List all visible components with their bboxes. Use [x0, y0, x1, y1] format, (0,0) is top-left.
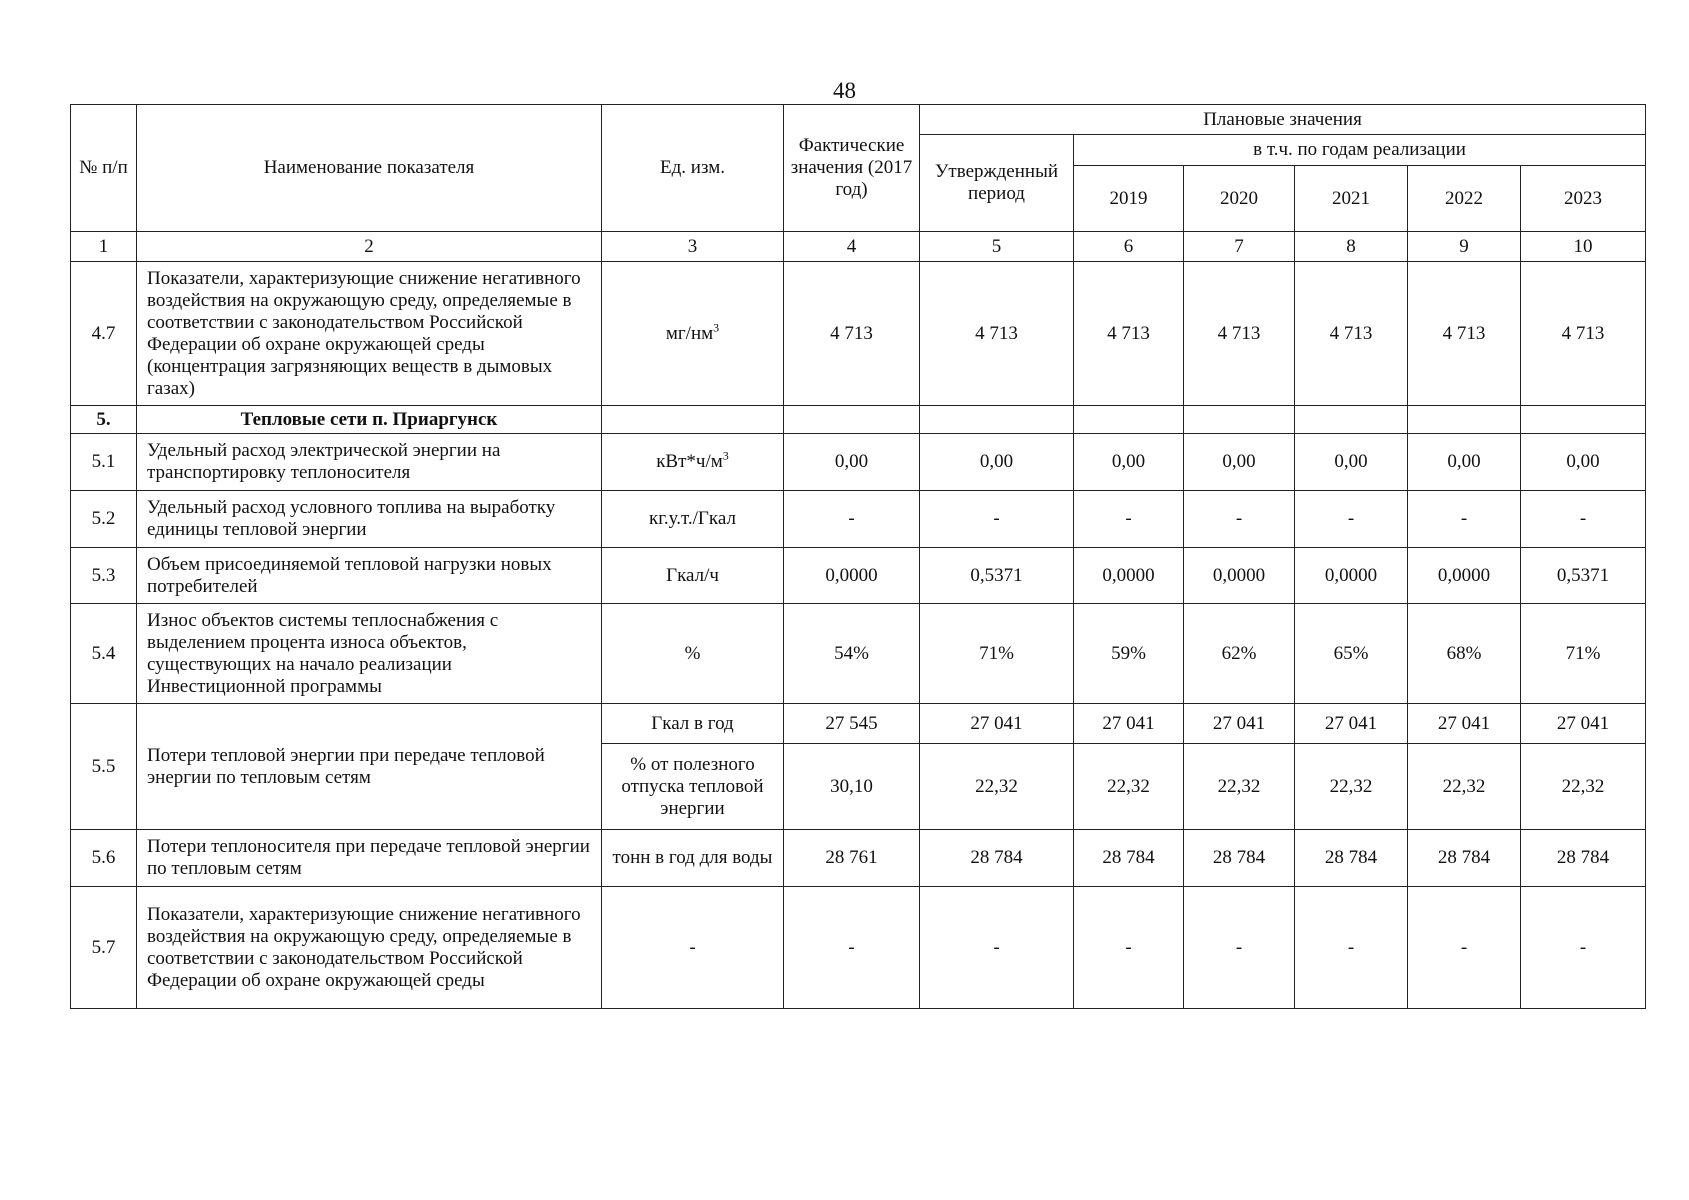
- table-row: [71, 604, 1646, 704]
- value-cell: 0,0000: [784, 548, 920, 604]
- column-number: 7: [1184, 232, 1295, 262]
- table-row: [71, 491, 1646, 548]
- indicator-name: Показатели, характеризующие снижение негативного воздействия на окружающую среду, определяемые в соответствии с законодательством Российской Федерации об охране окружающей среды: [137, 887, 602, 1009]
- value-cell: -: [1184, 491, 1295, 548]
- header-year: 2022: [1408, 166, 1521, 232]
- column-number: 6: [1074, 232, 1184, 262]
- value-cell: 4 713: [1295, 262, 1408, 406]
- indicator-name: Потери тепловой энергии при передаче тепловой энергии по тепловым сетям: [137, 704, 602, 830]
- value-cell: 27 545: [784, 704, 920, 744]
- value-cell: 59%: [1074, 604, 1184, 704]
- table-row: [71, 830, 1646, 887]
- value-cell: 22,32: [1074, 744, 1184, 830]
- unit-cell: % от полезного отпуска тепловой энергии: [602, 744, 784, 830]
- value-cell: 27 041: [1408, 704, 1521, 744]
- value-cell: 0,00: [1074, 434, 1184, 491]
- indicator-name: Показатели, характеризующие снижение негативного воздействия на окружающую среду, определяемые в соответствии с законодательством Российской Федерации об охране окружающей среды (концентрация загрязняющих веществ в дымовых газах): [137, 262, 602, 406]
- unit-text: кВт*ч/м: [656, 451, 723, 472]
- empty-cell: [784, 406, 920, 434]
- value-cell: 4 713: [784, 262, 920, 406]
- value-cell: 27 041: [1184, 704, 1295, 744]
- header-num: № п/п: [71, 105, 137, 232]
- value-cell: -: [1408, 887, 1521, 1009]
- column-number: 1: [71, 232, 137, 262]
- row-number: 5.2: [71, 491, 137, 548]
- header-year: 2020: [1184, 166, 1295, 232]
- row-number: 4.7: [71, 262, 137, 406]
- value-cell: -: [920, 887, 1074, 1009]
- indicator-name: Удельный расход условного топлива на выработку единицы тепловой энергии: [137, 491, 602, 548]
- header-by-years: в т.ч. по годам реализации: [1074, 135, 1646, 166]
- value-cell: 4 713: [1408, 262, 1521, 406]
- empty-cell: [1184, 406, 1295, 434]
- value-cell: 28 761: [784, 830, 920, 887]
- value-cell: 0,0000: [1184, 548, 1295, 604]
- indicator-name: Потери теплоносителя при передаче тепловой энергии по тепловым сетям: [137, 830, 602, 887]
- page-number: 48: [833, 78, 856, 103]
- header-year: 2021: [1295, 166, 1408, 232]
- unit-cell: [602, 434, 784, 491]
- value-cell: 22,32: [1295, 744, 1408, 830]
- unit-superscript: 3: [722, 448, 729, 463]
- row-number: 5.1: [71, 434, 137, 491]
- row-number: 5.4: [71, 604, 137, 704]
- unit-cell: тонн в год для воды: [602, 830, 784, 887]
- value-cell: 28 784: [1184, 830, 1295, 887]
- value-cell: 4 713: [920, 262, 1074, 406]
- value-cell: 28 784: [920, 830, 1074, 887]
- header-name: Наименование показателя: [137, 105, 602, 232]
- column-number: 9: [1408, 232, 1521, 262]
- value-cell: -: [1408, 491, 1521, 548]
- value-cell: 0,0000: [1408, 548, 1521, 604]
- row-number: 5.5: [71, 704, 137, 830]
- value-cell: 4 713: [1521, 262, 1646, 406]
- indicator-name: Удельный расход электрической энергии на транспортировку теплоносителя: [137, 434, 602, 491]
- value-cell: -: [1184, 887, 1295, 1009]
- value-cell: 0,00: [920, 434, 1074, 491]
- value-cell: 22,32: [1408, 744, 1521, 830]
- value-cell: 54%: [784, 604, 920, 704]
- unit-superscript: 3: [713, 320, 720, 335]
- column-number: 2: [137, 232, 602, 262]
- value-cell: 28 784: [1295, 830, 1408, 887]
- table-row: [71, 548, 1646, 604]
- empty-cell: [1408, 406, 1521, 434]
- header-planned: Плановые значения: [920, 105, 1646, 135]
- value-cell: -: [784, 491, 920, 548]
- value-cell: 22,32: [1521, 744, 1646, 830]
- section-title: Тепловые сети п. Приаргунск: [137, 406, 602, 434]
- value-cell: -: [1074, 491, 1184, 548]
- value-cell: 71%: [920, 604, 1074, 704]
- value-cell: -: [1521, 491, 1646, 548]
- indicators-table: [70, 104, 1646, 1009]
- value-cell: 65%: [1295, 604, 1408, 704]
- value-cell: 27 041: [1295, 704, 1408, 744]
- table-row: [71, 887, 1646, 1009]
- empty-cell: [602, 406, 784, 434]
- value-cell: 71%: [1521, 604, 1646, 704]
- empty-cell: [1521, 406, 1646, 434]
- value-cell: 0,00: [1184, 434, 1295, 491]
- empty-cell: [1295, 406, 1408, 434]
- value-cell: -: [920, 491, 1074, 548]
- column-number: 8: [1295, 232, 1408, 262]
- header-year: 2023: [1521, 166, 1646, 232]
- value-cell: 4 713: [1074, 262, 1184, 406]
- unit-cell: Гкал/ч: [602, 548, 784, 604]
- row-number: 5.6: [71, 830, 137, 887]
- table-row: [71, 704, 1646, 744]
- table-row: [71, 262, 1646, 406]
- empty-cell: [1074, 406, 1184, 434]
- value-cell: 68%: [1408, 604, 1521, 704]
- unit-cell: %: [602, 604, 784, 704]
- value-cell: 28 784: [1074, 830, 1184, 887]
- column-number: 5: [920, 232, 1074, 262]
- value-cell: 22,32: [920, 744, 1074, 830]
- empty-cell: [920, 406, 1074, 434]
- value-cell: -: [1521, 887, 1646, 1009]
- unit-text: мг/нм: [665, 322, 714, 344]
- unit-cell: кг.у.т./Гкал: [602, 491, 784, 548]
- unit-cell: [602, 262, 784, 406]
- value-cell: 28 784: [1408, 830, 1521, 887]
- value-cell: 0,0000: [1074, 548, 1184, 604]
- value-cell: -: [784, 887, 920, 1009]
- header-fact: Фактические значения (2017 год): [784, 105, 920, 232]
- indicator-name: Объем присоединяемой тепловой нагрузки новых потребителей: [137, 548, 602, 604]
- header-approved: Утвержденный период: [920, 135, 1074, 232]
- column-number: 3: [602, 232, 784, 262]
- indicator-name: Износ объектов системы теплоснабжения с выделением процента износа объектов, существующих на начало реализации Инвестиционной программы: [137, 604, 602, 704]
- value-cell: -: [1074, 887, 1184, 1009]
- value-cell: 22,32: [1184, 744, 1295, 830]
- column-number: 4: [784, 232, 920, 262]
- value-cell: -: [1295, 887, 1408, 1009]
- value-cell: 0,00: [1521, 434, 1646, 491]
- section-row: [71, 406, 1646, 434]
- value-cell: 0,5371: [1521, 548, 1646, 604]
- value-cell: 0,5371: [920, 548, 1074, 604]
- row-number: 5.3: [71, 548, 137, 604]
- value-cell: 27 041: [1521, 704, 1646, 744]
- row-number: 5.7: [71, 887, 137, 1009]
- value-cell: 27 041: [1074, 704, 1184, 744]
- table-row: [71, 434, 1646, 491]
- section-number: 5.: [71, 406, 137, 434]
- unit-cell: Гкал в год: [602, 704, 784, 744]
- unit-cell: -: [602, 887, 784, 1009]
- value-cell: 0,00: [1408, 434, 1521, 491]
- value-cell: 30,10: [784, 744, 920, 830]
- column-number: 10: [1521, 232, 1646, 262]
- value-cell: -: [1295, 491, 1408, 548]
- value-cell: 0,00: [784, 434, 920, 491]
- value-cell: 28 784: [1521, 830, 1646, 887]
- header-unit: Ед. изм.: [602, 105, 784, 232]
- value-cell: 27 041: [920, 704, 1074, 744]
- value-cell: 62%: [1184, 604, 1295, 704]
- value-cell: 4 713: [1184, 262, 1295, 406]
- value-cell: 0,00: [1295, 434, 1408, 491]
- header-year: 2019: [1074, 166, 1184, 232]
- value-cell: 0,0000: [1295, 548, 1408, 604]
